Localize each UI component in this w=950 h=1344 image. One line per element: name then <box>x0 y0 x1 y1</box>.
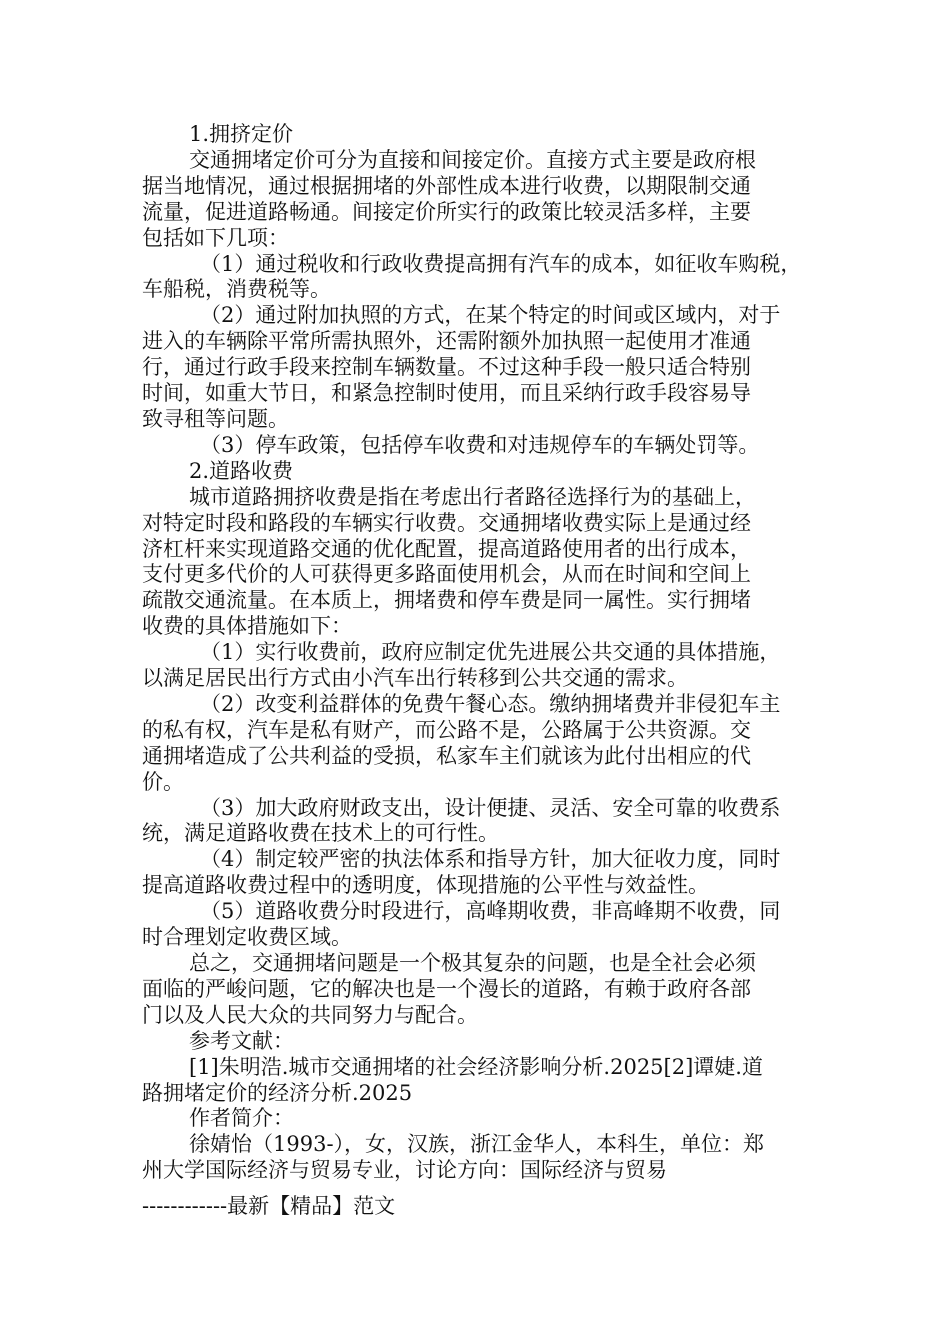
list-item-line: （1）通过税收和行政收费提高拥有汽车的成本，如征收车购税， <box>200 251 802 276</box>
paragraph-line: 门以及人民大众的共同努力与配合。 <box>142 1002 478 1027</box>
paragraph-line: 城市道路拥挤收费是指在考虑出行者路径选择行为的基础上， <box>189 484 756 509</box>
paragraph-line: 包括如下几项： <box>142 225 289 250</box>
list-item-line: 的私有权，汽车是私有财产，而公路不是，公路属于公共资源。交 <box>142 717 751 742</box>
page-footer: ------------最新【精品】范文 <box>142 1194 396 1218</box>
list-item-line: 通拥堵造成了公共利益的受损，私家车主们就该为此付出相应的代 <box>142 743 751 768</box>
list-item-line: 提高道路收费过程中的透明度，体现措施的公平性与效益性。 <box>142 873 709 898</box>
list-item-line: （1）实行收费前，政府应制定优先进展公共交通的具体措施， <box>200 640 781 665</box>
paragraph-line: 济杠杆来实现道路交通的优化配置，提高道路使用者的出行成本， <box>142 536 751 561</box>
paragraph-line: 对特定时段和路段的车辆实行收费。交通拥堵收费实际上是通过经 <box>142 510 751 535</box>
list-item-line: 进入的车辆除平常所需执照外，还需附额外加执照一起使用才准通 <box>142 329 751 354</box>
paragraph-line: 支付更多代价的人可获得更多路面使用机会，从而在时间和空间上 <box>142 562 751 587</box>
list-item-line: 价。 <box>142 769 184 794</box>
paragraph-line: 收费的具体措施如下： <box>142 614 352 639</box>
author-info-line: 徐婧怡（1993-），女，汉族，浙江金华人，本科生，单位：郑 <box>189 1132 765 1157</box>
reference-line: [1]朱明浩.城市交通拥堵的社会经济影响分析.2025[2]谭婕.道 <box>189 1054 763 1079</box>
author-heading: 作者简介： <box>189 1106 294 1131</box>
references-heading: 参考文献： <box>189 1028 294 1053</box>
list-item-line: （2）通过附加执照的方式，在某个特定的时间或区域内，对于 <box>200 303 781 328</box>
list-item-line: 行，通过行政手段来控制车辆数量。不过这种手段一般只适合特别 <box>142 355 751 380</box>
paragraph-line: 总之，交通拥堵问题是一个极其复杂的问题，也是全社会必须 <box>189 951 756 975</box>
list-item-line: 时间，如重大节日，和紧急控制时使用，而且采纳行政手段容易导 <box>142 381 751 406</box>
reference-line: 路拥堵定价的经济分析.2025 <box>142 1080 413 1105</box>
list-item-line: （3）停车政策，包括停车收费和对违规停车的车辆处罚等。 <box>200 432 760 457</box>
paragraph-line: 交通拥堵定价可分为直接和间接定价。直接方式主要是政府根 <box>189 147 756 172</box>
author-info-line: 州大学国际经济与贸易专业，讨论方向：国际经济与贸易 <box>142 1158 667 1183</box>
list-item-line: 以满足居民出行方式由小汽车出行转移到公共交通的需求。 <box>142 666 688 691</box>
list-item-line: 致寻租等问题。 <box>142 406 289 431</box>
list-item-line: （5）道路收费分时段进行，高峰期收费，非高峰期不收费，同 <box>200 899 781 924</box>
paragraph-line: 疏散交通流量。在本质上，拥堵费和停车费是同一属性。实行拥堵 <box>142 588 751 613</box>
paragraph-line: 流量，促进道路畅通。间接定价所实行的政策比较灵活多样，主要 <box>142 199 751 224</box>
section-heading-1: 1.拥挤定价 <box>189 122 294 146</box>
paragraph-line: 据当地情况，通过根据拥堵的外部性成本进行收费，以期限制交通 <box>142 173 751 198</box>
list-item-line: （4）制定较严密的执法体系和指导方针，加大征收力度，同时 <box>200 847 781 872</box>
list-item-line: 统，满足道路收费在技术上的可行性。 <box>142 821 499 846</box>
document-body <box>142 122 810 1184</box>
list-item-line: 时合理划定收费区域。 <box>142 925 352 950</box>
paragraph-line: 面临的严峻问题，它的解决也是一个漫长的道路，有赖于政府各部 <box>142 976 751 1001</box>
section-heading-2: 2.道路收费 <box>189 458 294 483</box>
list-item-line: 车船税，消费税等。 <box>142 277 331 302</box>
list-item-line: （2）改变利益群体的免费午餐心态。缴纳拥堵费并非侵犯车主 <box>200 691 781 716</box>
list-item-line: （3）加大政府财政支出，设计便捷、灵活、安全可靠的收费系 <box>200 795 781 820</box>
